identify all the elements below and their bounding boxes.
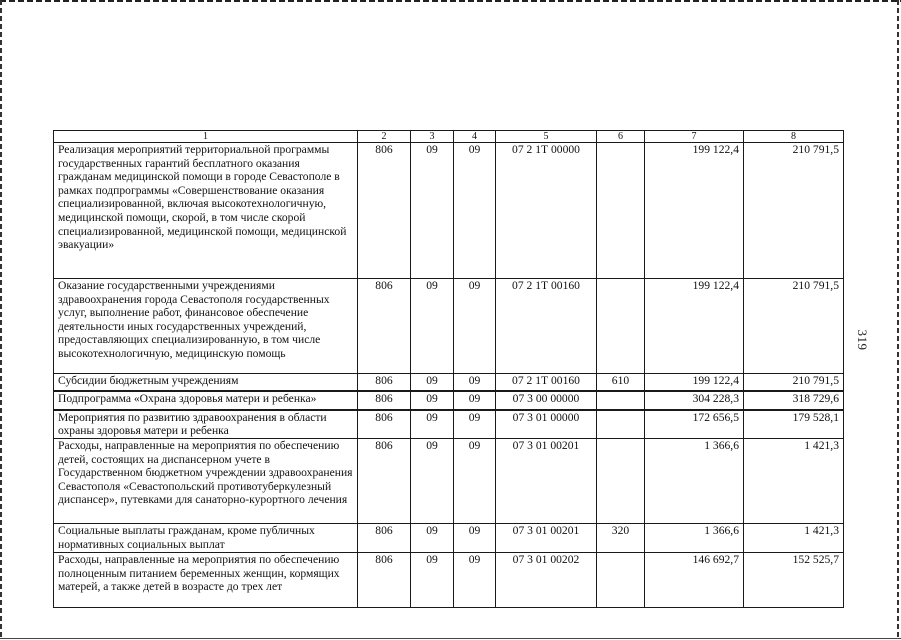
amount-year-1: 199 122,4 [645,374,744,391]
expense-type-code: 320 [597,524,645,553]
row-name: Подпрограмма «Охрана здоровья матери и ребенка» [54,391,358,410]
expense-type-code [597,439,645,524]
ved-code: 806 [358,553,411,608]
amount-year-1: 199 122,4 [645,279,744,374]
table-row [54,374,844,391]
target-article-code: 07 3 00 00000 [496,391,597,410]
ved-code: 806 [358,524,411,553]
amount-year-2: 1 421,3 [744,524,844,553]
amount-year-2: 152 525,7 [744,553,844,608]
amount-year-1: 146 692,7 [645,553,744,608]
column-number-row [54,131,844,143]
amount-year-2: 179 528,1 [744,410,844,439]
amount-year-1: 1 366,6 [645,439,744,524]
ved-code: 806 [358,439,411,524]
subsection-code: 09 [454,524,496,553]
row-name: Мероприятия по развитию здравоохранения в области охраны здоровья матери и ребенка [54,410,358,439]
amount-year-1: 199 122,4 [645,143,744,279]
section-code: 09 [411,410,454,439]
row-name: Оказание государственными учреждениями здравоохранения города Севастополя государственных услуг, выполнение работ, финансовое обеспечение деятельности иных государственных учреждений, предоставляющих специализированную, в том числе высокотехнологичную, медицинскую помощь [54,279,358,374]
ved-code: 806 [358,279,411,374]
section-code: 09 [411,439,454,524]
section-code: 09 [411,374,454,391]
section-code: 09 [411,143,454,279]
amount-year-1: 1 366,6 [645,524,744,553]
table-row [54,524,844,553]
subsection-code: 09 [454,279,496,374]
target-article-code: 07 2 1Т 00160 [496,374,597,391]
target-article-code: 07 3 01 00201 [496,439,597,524]
scan-edge-top [0,0,901,2]
expense-type-code [597,143,645,279]
section-code: 09 [411,279,454,374]
subsection-code: 09 [454,374,496,391]
table-row [54,439,844,524]
scan-edge-bottom [0,638,901,639]
amount-year-1: 304 228,3 [645,391,744,410]
subsection-code: 09 [454,553,496,608]
target-article-code: 07 3 01 00201 [496,524,597,553]
subsection-code: 09 [454,391,496,410]
expense-type-code: 610 [597,374,645,391]
subsection-code: 09 [454,143,496,279]
target-article-code: 07 2 1Т 00000 [496,143,597,279]
expense-type-code [597,410,645,439]
scan-edge-right [897,0,899,640]
table-row [54,410,844,439]
table-row [54,553,844,608]
section-code: 09 [411,553,454,608]
column-number: 6 [597,131,645,143]
row-name: Социальные выплаты гражданам, кроме публичных нормативных социальных выплат [54,524,358,553]
scan-edge-left [0,0,2,640]
column-number: 3 [411,131,454,143]
row-name: Субсидии бюджетным учреждениям [54,374,358,391]
row-name: Реализация мероприятий территориальной программы государственных гарантий бесплатного оказания гражданам медицинской помощи в городе Севастополе в рамках подпрограммы «Совершенствование оказания специализированной, включая высокотехнологичную, медицинской помощи, скорой, в том числе скорой специализированной, медицинской помощи, медицинской эвакуации» [54,143,358,279]
row-name: Расходы, направленные на мероприятия по обеспечению детей, состоящих на диспансерном учете в Государственном бюджетном учреждении здравоохранения Севастополя «Севастопольский противотуберкулезный диспансер», путевками для санаторно-курортного лечения [54,439,358,524]
column-number: 2 [358,131,411,143]
page-number: 319 [855,329,870,351]
amount-year-2: 318 729,6 [744,391,844,410]
expense-type-code [597,391,645,410]
ved-code: 806 [358,410,411,439]
column-number: 5 [496,131,597,143]
ved-code: 806 [358,143,411,279]
row-name: Расходы, направленные на мероприятия по обеспечению полноценным питанием беременных женщин, кормящих матерей, а также детей в возрасте до трех лет [54,553,358,608]
ved-code: 806 [358,374,411,391]
column-number: 4 [454,131,496,143]
column-number: 7 [645,131,744,143]
column-number: 1 [54,131,358,143]
amount-year-2: 210 791,5 [744,143,844,279]
section-code: 09 [411,524,454,553]
subsection-code: 09 [454,439,496,524]
table-row [54,143,844,279]
target-article-code: 07 3 01 00202 [496,553,597,608]
expense-type-code [597,279,645,374]
subsection-code: 09 [454,410,496,439]
ved-code: 806 [358,391,411,410]
amount-year-2: 210 791,5 [744,374,844,391]
amount-year-1: 172 656,5 [645,410,744,439]
amount-year-2: 210 791,5 [744,279,844,374]
expense-type-code [597,553,645,608]
column-number: 8 [744,131,844,143]
budget-table [53,130,844,608]
section-code: 09 [411,391,454,410]
target-article-code: 07 3 01 00000 [496,410,597,439]
amount-year-2: 1 421,3 [744,439,844,524]
table-row [54,279,844,374]
target-article-code: 07 2 1Т 00160 [496,279,597,374]
table-row [54,391,844,410]
